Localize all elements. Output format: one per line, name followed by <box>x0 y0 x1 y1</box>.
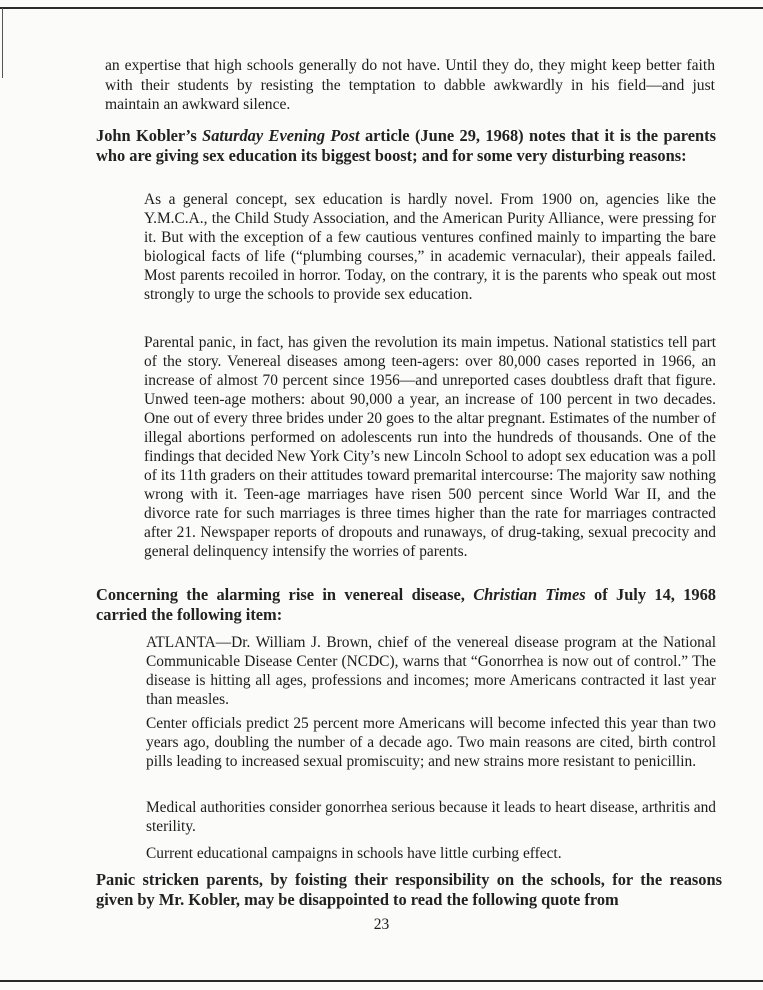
page-number: 23 <box>373 916 390 933</box>
news-quote-paragraph-3: Medical authorities consider gonorrhea serious because it leads to heart disease, arthritis and sterility. <box>146 799 716 835</box>
closing-paragraph: Panic stricken parents, by foisting their responsibility on the schools, for the reasons given by Mr. Kobler, may be disappointed to read the following quote from <box>96 870 722 909</box>
newspaper-title: Christian Times <box>473 585 586 604</box>
bottom-rule <box>0 980 763 982</box>
top-rule <box>0 7 763 9</box>
christian-times-intro-before: Concerning the alarming rise in venereal disease, <box>96 585 474 604</box>
kobler-quote-paragraph-1: As a general concept, sex education is hardly novel. From 1900 on, agencies like the Y.M.C.A., the Child Study Association, and the American Purity Alliance, were pressing for it. But with the exception of a few cautious ventures confined mainly to imparting the bare biological facts of life (“plumbing courses,” in academic vernacular), their appeals failed. Most parents recoiled in horror. Today, on the contrary, it is the parents who speak out most strongly to urge the schools to provide sex education. <box>144 191 716 303</box>
christian-times-intro-after: of July 14, 1968 carried the following item: <box>96 585 716 624</box>
news-quote-paragraph-1: ATLANTA—Dr. William J. Brown, chief of the venereal disease program at the National Communicable Disease Center (NCDC), warns that “Gonorrhea is now out of control.” The disease is hitting all ages, professions and incomes; more Americans contracted it last year than measles. <box>146 634 716 708</box>
kobler-intro-after: article (June 29, 1968) notes that it is the parents who are giving sex education its biggest boost; and for some very disturbing reasons: <box>96 126 716 165</box>
carryover-paragraph: an expertise that high schools generally do not have. Until they do, they might keep better faith with their students by resisting the temptation to dabble awkwardly in his field—and just maintain an awkward silence. <box>105 57 715 113</box>
news-quote-paragraph-2: Center officials predict 25 percent more Americans will become infected this year than two years ago, doubling the number of a decade ago. Two main reasons are cited, birth control pills leading to increased sexual promiscuity; and new strains more resistant to penicillin. <box>146 715 716 770</box>
left-edge-mark <box>2 8 3 78</box>
kobler-intro-before: John Kobler’s <box>96 126 203 145</box>
kobler-quote-paragraph-2: Parental panic, in fact, has given the revolution its main impetus. National statistics tell part of the story. Venereal diseases among teen-agers: over 80,000 cases reported in 1966, an increase of almost 70 percent since 1956—and unreported cases doubtless draft that figure. Unwed teen-age mothers: about 90,000 a year, an increase of 100 percent in two decades. One out of every three brides under 20 goes to the altar pregnant. Estimates of the number of illegal abortions performed on adolescents run into the hundreds of thousands. One of the findings that decided New York City’s new Lincoln School to adopt sex education was a poll of its 11th graders on their attitudes toward premarital intercourse: The majority saw nothing wrong with it. Teen-age marriages have risen 500 percent since World War II, and the divorce rate for such marriages is three times higher than the rate for marriages contracted after 21. Newspaper reports of dropouts and runaways, of drug-taking, sexual precocity and general delinquency intensify the worries of parents. <box>144 334 716 560</box>
news-quote-paragraph-4: Current educational campaigns in schools have little curbing effect. <box>146 845 562 862</box>
christian-times-intro-paragraph <box>60 585 716 624</box>
magazine-title: Saturday Evening Post <box>202 126 360 145</box>
kobler-intro-paragraph <box>60 126 716 165</box>
